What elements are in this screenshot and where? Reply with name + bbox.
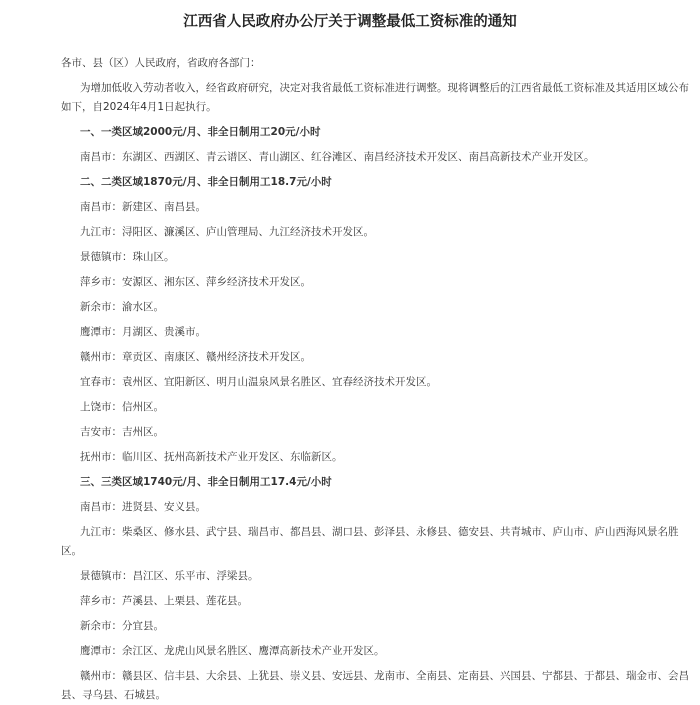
tier2-area-yingtan: 鹰潭市：月湖区、贵溪市。: [80, 326, 206, 338]
tier2-area-xinyu: 新余市：渝水区。: [80, 301, 164, 313]
tier3-area-jiujiang-line-2: 区。: [61, 545, 82, 557]
tier2-area-jiujiang: 九江市：浔阳区、濂溪区、庐山管理局、九江经济技术开发区。: [80, 226, 374, 238]
tier2-area-ganzhou: 赣州市：章贡区、南康区、赣州经济技术开发区。: [80, 351, 311, 363]
tier1-heading: 一、一类区域2000元/月、非全日制用工20元/小时: [80, 126, 321, 138]
tier3-area-pingxiang: 萍乡市：芦溪县、上栗县、莲花县。: [80, 595, 248, 607]
tier3-heading: 三、三类区域1740元/月、非全日制用工17.4元/小时: [80, 476, 332, 488]
intro-paragraph-line-2: 如下，自2024年4月1日起执行。: [61, 101, 217, 113]
tier2-area-fuzhou: 抚州市：临川区、抚州高新技术产业开发区、东临新区。: [80, 451, 343, 463]
tier2-area-pingxiang: 萍乡市：安源区、湘东区、萍乡经济技术开发区。: [80, 276, 311, 288]
tier3-area-ganzhou-line-2: 县、寻乌县、石城县。: [61, 689, 166, 701]
tier2-area-shangrao: 上饶市：信州区。: [80, 401, 164, 413]
tier3-area-jiujiang-line-1: 九江市：柴桑区、修水县、武宁县、瑞昌市、都昌县、湖口县、彭泽县、永修县、德安县、共青城市、庐山市、庐山西海风景名胜: [80, 526, 679, 538]
tier2-heading: 二、二类区域1870元/月、非全日制用工18.7元/小时: [80, 176, 332, 188]
tier3-area-jingdezhen: 景德镇市：昌江区、乐平市、浮梁县。: [80, 570, 259, 582]
tier3-area-yingtan: 鹰潭市：余江区、龙虎山风景名胜区、鹰潭高新技术产业开发区。: [80, 645, 385, 657]
page-title: 江西省人民政府办公厅关于调整最低工资标准的通知: [183, 14, 517, 30]
tier3-area-ganzhou-line-1: 赣州市：赣县区、信丰县、大余县、上犹县、崇义县、安远县、龙南市、全南县、定南县、兴国县、宁都县、于都县、瑞金市、会昌: [80, 670, 689, 682]
tier1-area-nanchang: 南昌市：东湖区、西湖区、青云谱区、青山湖区、红谷滩区、南昌经济技术开发区、南昌高新技术产业开发区。: [80, 151, 595, 163]
tier2-area-yichun: 宜春市：袁州区、宜阳新区、明月山温泉风景名胜区、宜春经济技术开发区。: [80, 376, 437, 388]
intro-paragraph-line-1: 为增加低收入劳动者收入，经省政府研究，决定对我省最低工资标准进行调整。现将调整后的江西省最低工资标准及其适用区域公布: [80, 82, 689, 94]
tier2-area-nanchang: 南昌市：新建区、南昌县。: [80, 201, 206, 213]
tier2-area-jian: 吉安市：吉州区。: [80, 426, 164, 438]
tier2-area-jingdezhen: 景德镇市：珠山区。: [80, 251, 175, 263]
tier3-area-nanchang: 南昌市：进贤县、安义县。: [80, 501, 206, 513]
tier3-area-xinyu: 新余市：分宜县。: [80, 620, 164, 632]
salutation: 各市、县（区）人民政府，省政府各部门：: [61, 57, 261, 69]
